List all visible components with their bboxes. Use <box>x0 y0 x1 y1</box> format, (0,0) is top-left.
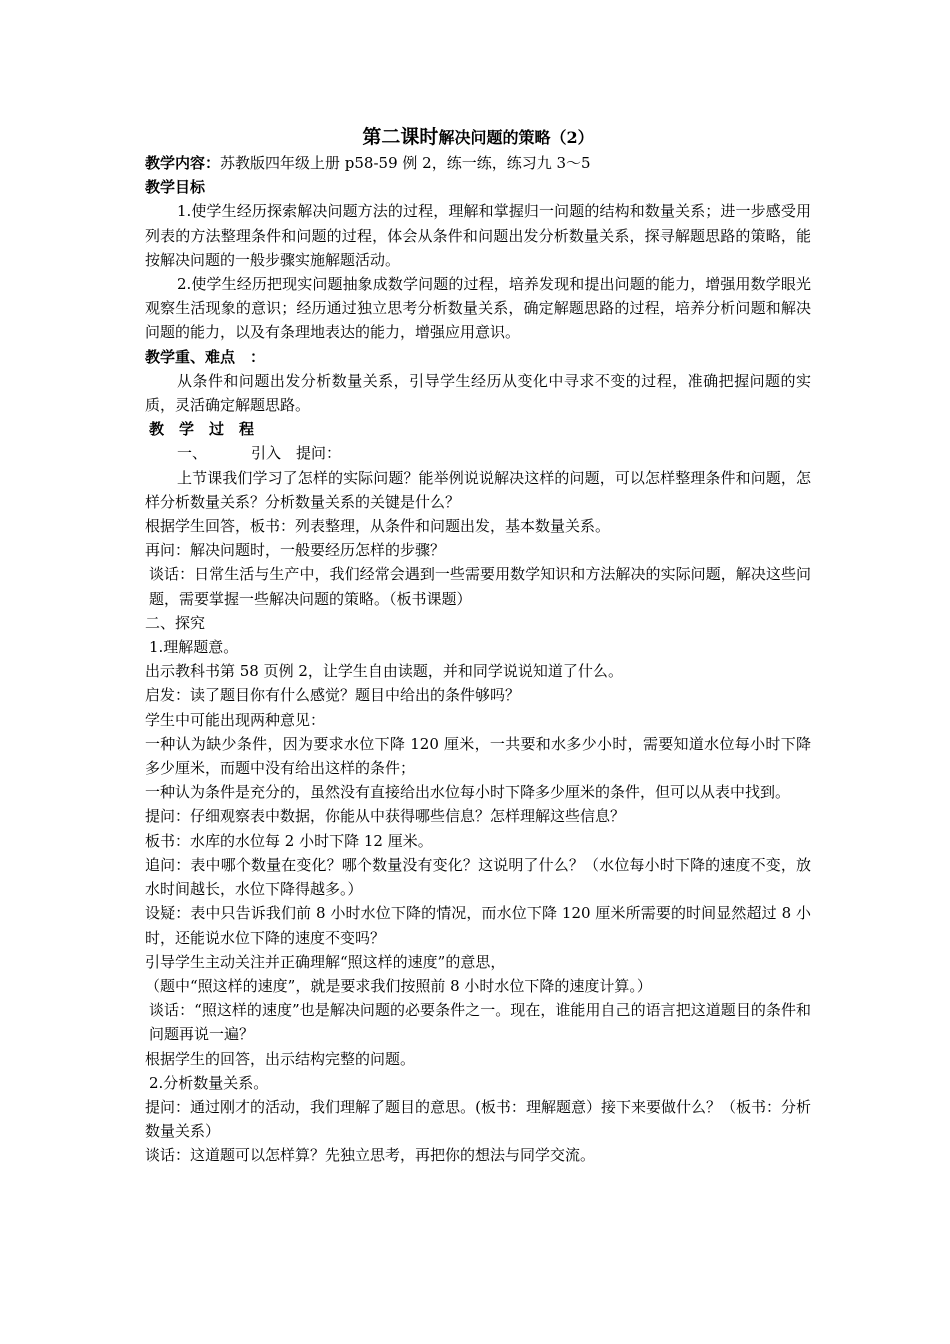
paragraph: 谈话：日常生活与生产中，我们经常会遇到一些需要用数学知识和方法解决的实际问题，解决这些问题，需要掌握一些解决问题的策略。（板书课题） <box>149 565 811 608</box>
paragraph: 谈话：“照这样的速度”也是解决问题的必要条件之一。现在，谁能用自己的语言把这道题目的条件和问题再说一遍？ <box>149 1001 811 1044</box>
paragraph: 上节课我们学习了怎样的实际问题？能举例说说解决这样的问题，可以怎样整理条件和问题，怎样分析数量关系？分析数量关系的关键是什么？ <box>145 468 811 511</box>
paragraph: 引导学生主动关注并正确理解“照这样的速度”的意思， <box>145 952 506 971</box>
step-1-number: 一、 <box>177 444 208 463</box>
content-label: 教学内容： <box>145 154 221 172</box>
paragraph: 设疑：表中只告诉我们前 8 小时水位下降的情况，而水位下降 120 厘米所需要的时间显然超过 8 小时，还能说水位下降的速度不变吗？ <box>145 904 811 947</box>
goal-item-2: 2.使学生经历把现实问题抽象成数学问题的过程，培养发现和提出问题的能力，增强用数学眼光观察生活现象的意识；经历通过独立思考分析数量关系，确定解题思路的过程，培养分析问题和解决问题的能力，以及有条理地表达的能力，增强应用意识。 <box>145 275 811 342</box>
paragraph: 根据学生回答，板书：列表整理，从条件和问题出发，基本数量关系。 <box>145 517 611 536</box>
content-line <box>145 151 811 175</box>
subsection-heading: 1.理解题意。 <box>149 638 239 657</box>
step-1-line <box>145 441 811 465</box>
paragraph: 谈话：这道题可以怎样算？先独立思考，再把你的想法与同学交流。 <box>145 1146 596 1165</box>
goals-heading: 教学目标 <box>145 178 206 197</box>
step-1-label: 引入 提问： <box>251 444 342 463</box>
paragraph: 提问：仔细观察表中数据，你能从中获得哪些信息？怎样理解这些信息？ <box>145 807 626 826</box>
goal-item-1: 1.使学生经历探索解决问题方法的过程，理解和掌握归一问题的结构和数量关系；进一步感受用列表的方法整理条件和问题的过程，体会从条件和问题出发分析数量关系，探寻解题思路的策略，能按解决问题的一般步骤实施解题活动。 <box>145 202 811 269</box>
paragraph: 一种认为缺少条件，因为要求水位下降 120 厘米，一共要和水多少小时，需要知道水位每小时下降多少厘米，而题中没有给出这样的条件； <box>145 734 811 778</box>
paragraph: 再问：解决问题时，一般要经历怎样的步骤？ <box>145 541 446 560</box>
paragraph: 追问：表中哪个数量在变化？哪个数量没有变化？这说明了什么？（水位每小时下降的速度不变，放水时间越长，水位下降得越多。） <box>145 855 811 899</box>
key-points-text: 从条件和问题出发分析数量关系，引导学生经历从变化中寻求不变的过程，准确把握问题的实质，灵活确定解题思路。 <box>145 371 811 415</box>
key-points-heading: 教学重、难点 ： <box>145 347 266 366</box>
paragraph: 板书：水库的水位每 2 小时下降 12 厘米。 <box>145 831 433 850</box>
paragraph: 出示教科书第 58 页例 2，让学生自由读题，并和同学说说知道了什么。 <box>145 662 623 681</box>
paragraph: （题中“照这样的速度”，就是要求我们按照前 8 小时水位下降的速度计算。） <box>145 976 652 995</box>
paragraph: 根据学生的回答，出示结构完整的问题。 <box>145 1049 416 1068</box>
process-heading: 教 学 过 程 <box>149 420 255 439</box>
title-part2: 解决问题的策略（2） <box>438 128 594 147</box>
document-page <box>145 124 811 1168</box>
page-title <box>145 124 811 151</box>
title-part1: 第二课时 <box>362 126 439 148</box>
subsection-heading: 2.分析数量关系。 <box>149 1073 269 1092</box>
paragraph: 学生中可能出现两种意见： <box>145 710 326 729</box>
section-heading: 二、探究 <box>145 613 206 632</box>
paragraph: 一种认为条件是充分的，虽然没有直接给出水位每小时下降多少厘米的条件，但可以从表中找到。 <box>145 783 791 802</box>
paragraph: 启发：读了题目你有什么感觉？题目中给出的条件够吗？ <box>145 686 521 705</box>
content-text: 苏教版四年级上册 p58-59 例 2，练一练，练习九 3～5 <box>220 154 591 172</box>
paragraph: 提问：通过刚才的活动，我们理解了题目的意思。(板书：理解题意）接下来要做什么？（板书：分析数量关系） <box>145 1097 811 1141</box>
